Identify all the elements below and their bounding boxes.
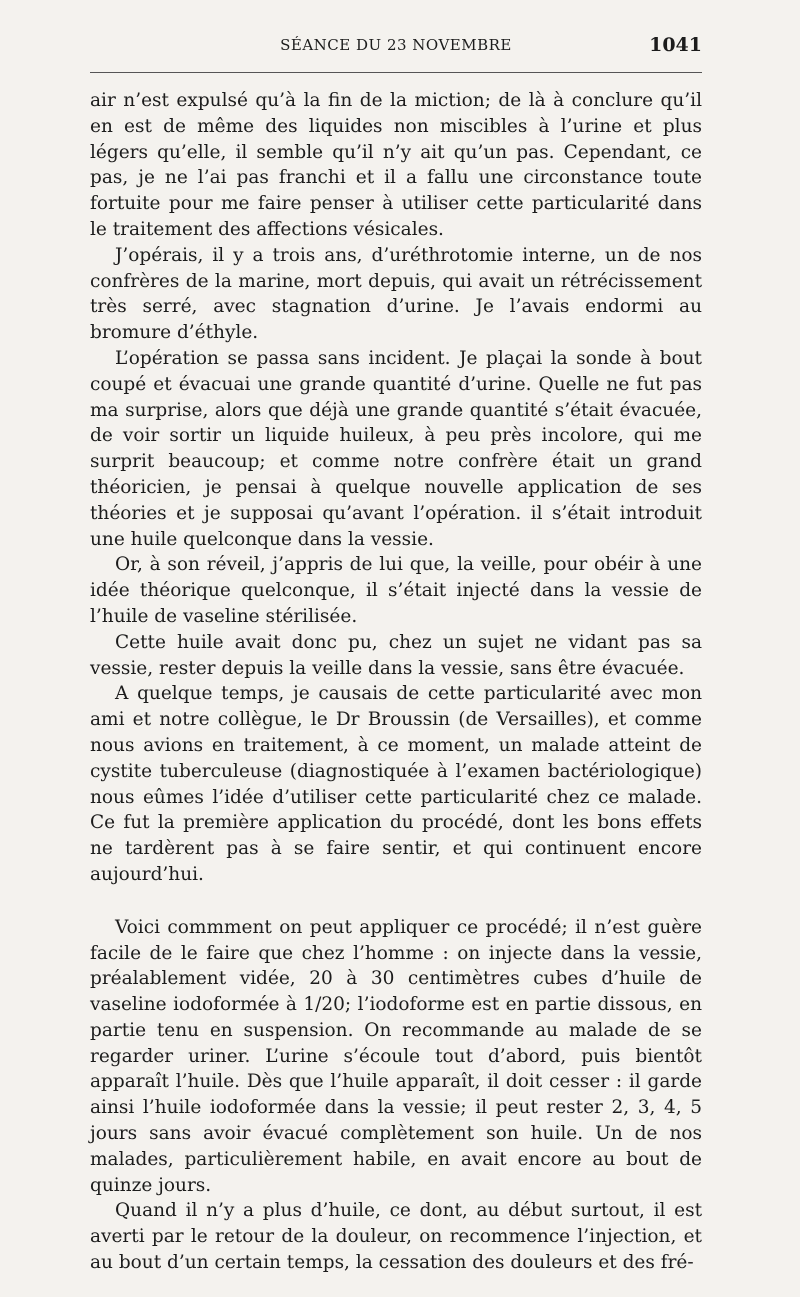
paragraph: A quelque temps, je causais de cette particularité avec mon ami et notre collègue, le Dr Broussin (de Versailles), et comme nous avions en traitement, à ce moment, un malade atteint de cystite tuberculeuse (diagnostiquée à l’examen bactériologique) nous eûmes l’idée d’utiliser cette particularité chez ce malade. Ce fut la première application du procédé, dont les bons effets ne tardèrent pas à se faire sentir, et qui continuent encore aujourd’hui.	[90, 683, 702, 885]
paragraph-continued: air n’est expulsé qu’à la fin de la miction; de là à conclure qu’il en est de même des liquides non miscibles à l’urine et plus légers qu’elle, il semble qu’il n’y ait qu’un pas. Cependant, ce pas, je ne l’ai pas franchi et il a fallu une circonstance toute fortuite pour me faire penser à utiliser cette particularité dans le traitement des affections vésicales.	[90, 90, 702, 240]
header-rule	[90, 72, 702, 73]
paragraph: J’opérais, il y a trois ans, d’uréthrotomie interne, un de nos confrères de la marine, mort depuis, qui avait un rétrécissement très serré, avec stagnation d’urine. Je l’avais endormi au bromure d’éthyle.	[90, 244, 702, 344]
paragraph: L’opération se passa sans incident. Je plaçai la sonde à bout coupé et évacuai une grande quantité d’urine. Quelle ne fut pas ma surprise, alors que déjà une grande quantité s’était évacuée, de voir sortir un liquide huileux, à peu près incolore, qui me surprit beaucoup; et comme notre confrère était un grand théoricien, je pensai à quelque nouvelle application de ses théories et je supposai qu’avant l’opération. il s’était introduit une huile quelconque dans la vessie.	[90, 347, 702, 550]
paragraph: Voici commment on peut appliquer ce procédé; il n’est guère facile de le faire que chez l’homme : on injecte dans la vessie, préalablement vidée, 20 à 30 centimètres cubes d’huile de vaseline iodoformée à 1/20; l’iodoforme est en partie dissous, en partie tenu en suspension. On recommande au malade de se regarder uriner. L’urine s’écoule tout d’abord, puis bientôt apparaît l’huile. Dès que l’huile apparaît, il doit cesser : il garde ainsi l’huile iodoformée dans la vessie; il peut rester 2, 3, 4, 5 jours sans avoir évacué complètement son huile. Un de nos malades, particulièrement habile, en avait encore au bout de quinze jours.	[90, 916, 702, 1196]
page-number: 1041	[649, 34, 702, 56]
body-text	[90, 88, 702, 1276]
running-head: SÉANCE DU 23 NOVEMBRE	[280, 36, 512, 54]
paragraph: Quand il n’y a plus d’huile, ce dont, au début surtout, il est averti par le retour de la douleur, on recommence l’injection, et au bout d’un certain temps, la cessation des douleurs et des fré-	[90, 1200, 702, 1274]
page-header	[90, 34, 702, 58]
paragraph: Or, à son réveil, j’appris de lui que, la veille, pour obéir à une idée théorique quelconque, il s’était injecté dans la vessie de l’huile de vaseline stérilisée.	[90, 554, 702, 627]
paragraph: Cette huile avait donc pu, chez un sujet ne vidant pas sa vessie, rester depuis la veille dans la vessie, sans être évacuée.	[90, 631, 702, 679]
